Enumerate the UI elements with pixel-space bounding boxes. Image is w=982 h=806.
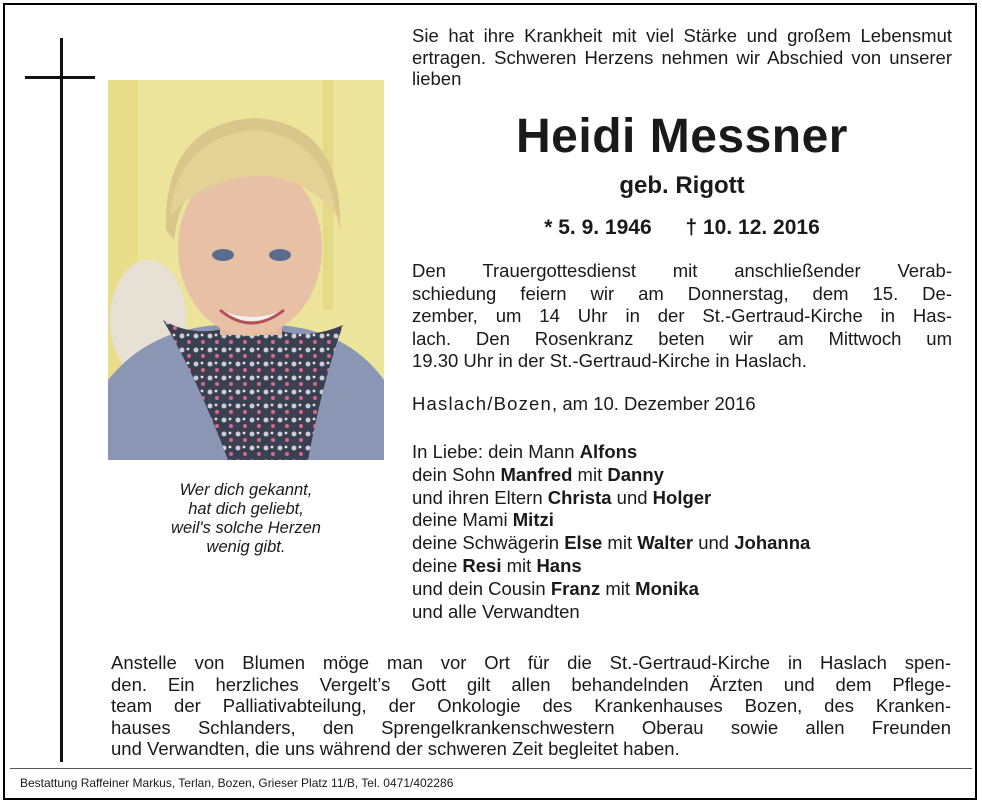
cross-icon bbox=[60, 38, 63, 762]
family-line: In Liebe: dein Mann Alfons bbox=[412, 441, 638, 462]
birth-name: geb. Rigott bbox=[619, 172, 745, 199]
life-dates bbox=[412, 216, 952, 240]
family-line: und dein Cousin Franz mit Monika bbox=[412, 577, 699, 599]
family-list bbox=[412, 441, 952, 623]
footer-divider bbox=[10, 768, 972, 769]
closing-line: team der Palliativabteilung, der Onkologie des Krankenhauses Bozen, des Kranken- bbox=[111, 695, 951, 717]
notice-date: , am 10. Dezember 2016 bbox=[552, 393, 756, 414]
place-date bbox=[412, 393, 952, 415]
closing-line: und Verwandten, die uns während der schweren Zeit begleitet haben. bbox=[111, 738, 680, 760]
place-name: Haslach/Bozen bbox=[412, 393, 553, 414]
closing-line: Anstelle von Blumen möge man vor Ort für die St.-Gertraud-Kirche in Haslach spen- bbox=[111, 652, 951, 673]
intro-text: Sie hat ihre Krankheit mit viel Stärke und großem Lebensmut ertragen. Schweren Herzens nehmen wir Abschied von unserer lieben bbox=[412, 25, 952, 89]
deceased-name: Heidi Messner bbox=[516, 110, 848, 163]
poem-line: hat dich geliebt, bbox=[188, 500, 304, 518]
family-line: dein Sohn Manfred mit Danny bbox=[412, 463, 664, 485]
memorial-poem bbox=[108, 481, 384, 557]
poem-line: Wer dich gekannt, bbox=[179, 481, 313, 499]
closing-line: hauses Schlanders, den Sprengelkrankenschwestern Oberau sowie allen Freunden bbox=[111, 716, 951, 738]
closing-text bbox=[111, 652, 951, 760]
death-date: † 10. 12. 2016 bbox=[685, 216, 820, 239]
service-line: Den Trauergottesdienst mit anschließender Verab- bbox=[412, 260, 952, 281]
poem-line: wenig gibt. bbox=[206, 538, 286, 556]
cross-icon-bar bbox=[25, 76, 95, 79]
birth-date: * 5. 9. 1946 bbox=[544, 216, 652, 239]
funeral-home-footer: Bestattung Raffeiner Markus, Terlan, Bozen, Grieser Platz 11/B, Tel. 0471/402286 bbox=[20, 776, 454, 790]
family-line: und ihren Eltern Christa und Holger bbox=[412, 486, 712, 508]
service-line: 19.30 Uhr in der St.-Gertraud-Kirche in Haslach. bbox=[412, 350, 807, 371]
service-line: zember, um 14 Uhr in der St.-Gertraud-Kirche in Has- bbox=[412, 305, 952, 326]
poem-line: weil's solche Herzen bbox=[171, 519, 321, 537]
family-line: deine Mami Mitzi bbox=[412, 509, 554, 531]
service-text bbox=[412, 260, 952, 373]
portrait-photo bbox=[108, 80, 384, 460]
family-line: deine Schwägerin Else mit Walter und Johanna bbox=[412, 532, 811, 554]
family-line: und alle Verwandten bbox=[412, 600, 580, 622]
family-line: deine Resi mit Hans bbox=[412, 554, 582, 576]
closing-line: den. Ein herzliches Vergelt’s Gott gilt allen behandelnden Ärzten und dem Pflege- bbox=[111, 673, 951, 695]
service-line: lach. Den Rosenkranz beten wir am Mittwoch um bbox=[412, 327, 952, 349]
service-line: schiedung feiern wir am Donnerstag, dem 15. De- bbox=[412, 282, 952, 304]
